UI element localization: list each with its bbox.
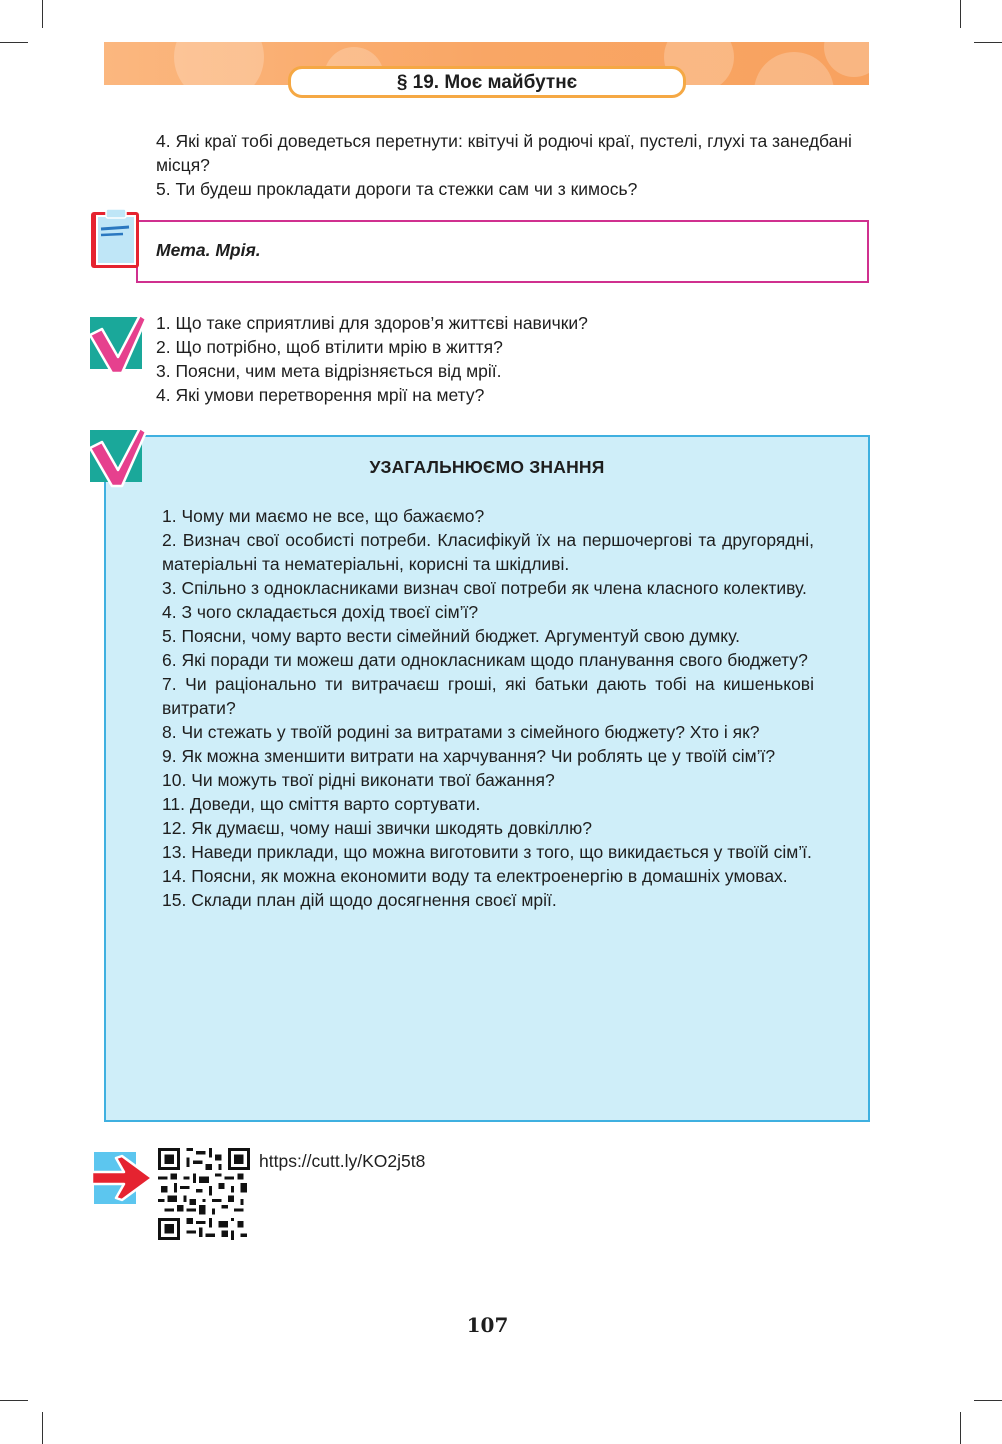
crop-mark: [0, 1400, 28, 1401]
review-question: 1. Що таке сприятливі для здоров’я життєві навички?: [156, 313, 588, 333]
key-terms-box: [136, 220, 869, 283]
summary-item: 15. Склади план дій щодо досягнення своєї мрії.: [162, 890, 557, 910]
checkmark-icon: [88, 313, 148, 375]
summary-title: УЗАГАЛЬНЮЄМО ЗНАННЯ: [369, 457, 605, 477]
summary-item: 6. Які поради ти можеш дати однокласникам щодо планування свого бюджету?: [162, 650, 808, 670]
crop-mark: [974, 42, 1002, 43]
intro-question: 5. Ти будеш прокладати дороги та стежки сам чи з кимось?: [156, 179, 638, 199]
page-number: 107: [466, 1313, 509, 1337]
section-title: § 19. Моє майбутнє: [288, 66, 686, 98]
summary-item: 1. Чому ми маємо не все, що бажаємо?: [162, 506, 485, 526]
crop-mark: [960, 0, 961, 28]
crop-mark: [0, 42, 28, 43]
resource-link[interactable]: https://cutt.ly/KO2j5t8: [259, 1151, 426, 1171]
summary-item: 3. Спільно з однокласниками визнач свої потреби як члена класного колективу.: [162, 578, 807, 598]
summary-item: 4. З чого складається дохід твоєї сім’ї?: [162, 602, 479, 622]
checkmark-icon: [88, 426, 148, 488]
intro-questions: [156, 129, 872, 201]
review-questions: [156, 311, 856, 407]
crop-mark: [42, 0, 43, 28]
intro-question: 4. Які краї тобі доведеться перетнути: квітучі й родючі краї, пустелі, глухі та занедбані місця?: [156, 131, 852, 175]
crop-mark: [960, 1412, 961, 1444]
summary-item: 13. Наведи приклади, що можна виготовити з того, що викидається у твоїй сім’ї.: [162, 842, 812, 862]
review-question: 2. Що потрібно, щоб втілити мрію в життя?: [156, 337, 503, 357]
summary-item: 10. Чи можуть твої рідні виконати твої бажання?: [162, 770, 555, 790]
summary-item: 2. Визнач свої особисті потреби. Класифікуй їх на першочергові та другорядні, матеріальні та нематеріальні, корисні та шкідливі.: [162, 530, 814, 574]
summary-item: 7. Чи раціонально ти витрачаєш гроші, які батьки дають тобі на кишенькові витрати?: [162, 674, 814, 718]
summary-item: 14. Поясни, як можна економити воду та електроенергію в домашніх умовах.: [162, 866, 788, 886]
review-question: 4. Які умови перетворення мрії на мету?: [156, 385, 485, 405]
review-question: 3. Поясни, чим мета відрізняється від мрії.: [156, 361, 502, 381]
summary-item: 5. Поясни, чому варто вести сімейний бюджет. Аргументуй свою думку.: [162, 626, 741, 646]
summary-item: 8. Чи стежать у твоїй родині за витратами з сімейного бюджету? Хто і як?: [162, 722, 760, 742]
summary-item: 9. Як можна зменшити витрати на харчування? Чи роблять це у твоїй сім’ї?: [162, 746, 776, 766]
key-terms: Мета. Мрія.: [156, 240, 261, 260]
arrow-icon: [90, 1150, 154, 1206]
crop-mark: [42, 1412, 43, 1444]
summary-list: [162, 504, 814, 912]
summary-item: 12. Як думаєш, чому наші звички шкодять довкіллю?: [162, 818, 592, 838]
crop-mark: [974, 1400, 1002, 1401]
notepad-icon: [88, 207, 144, 271]
qr-code[interactable]: [158, 1148, 250, 1240]
summary-item: 11. Доведи, що сміття варто сортувати.: [162, 794, 481, 814]
summary-box: [104, 435, 870, 1122]
